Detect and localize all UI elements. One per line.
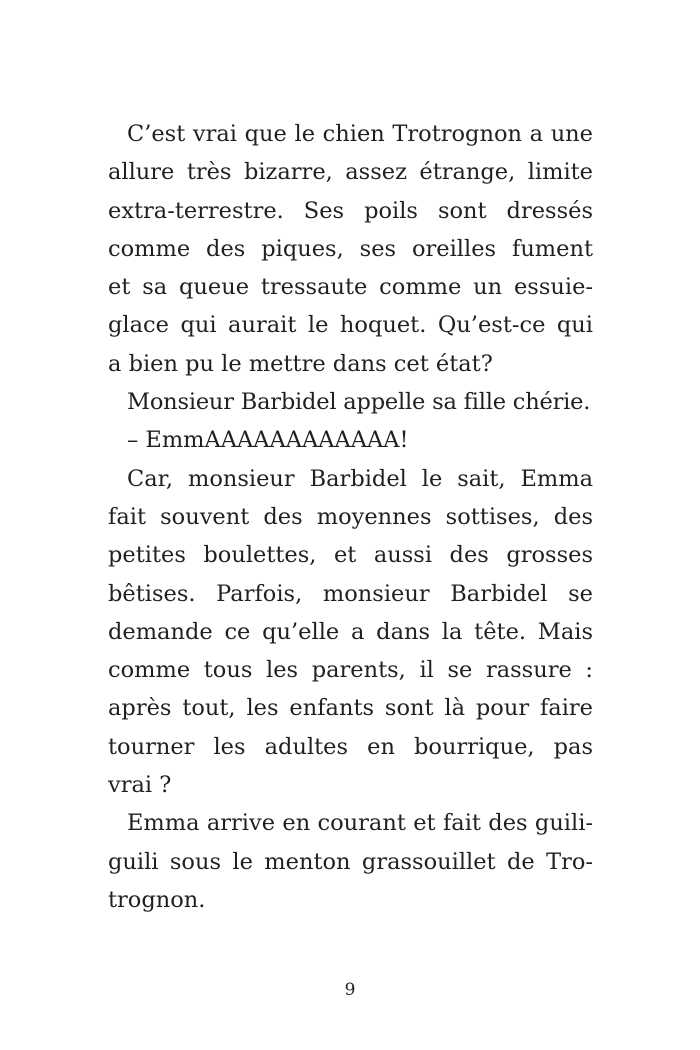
text-line: comme des piques, ses oreilles fument — [108, 235, 593, 262]
text-line: comme tous les parents, il se rassure : — [108, 657, 593, 684]
text-line: fait souvent des moyennes sottises, des — [108, 503, 593, 530]
text-line: glace qui aurait le hoquet. Qu’est-ce qui — [108, 312, 593, 339]
text-line: après tout, les enfants sont là pour faire — [108, 695, 593, 722]
text-line: allure très bizarre, assez étrange, limite — [108, 159, 593, 186]
text-line: Car, monsieur Barbidel le sait, Emma — [127, 465, 593, 492]
text-line: C’est vrai que le chien Trotrognon a une — [127, 121, 593, 147]
body-text — [108, 115, 593, 919]
text-line: a bien pu le mettre dans cet état? — [108, 350, 493, 377]
text-line: tourner les adultes en bourrique, pas — [108, 733, 593, 760]
text-line: petites boulettes, et aussi des grosses — [108, 542, 593, 569]
text-line: et sa queue tressaute comme un essuie- — [108, 274, 593, 301]
text-line: vrai ? — [108, 772, 172, 799]
text-line: demande ce qu’elle a dans la tête. Mais — [108, 618, 593, 645]
text-line: Emma arrive en courant et fait des guili- — [127, 810, 593, 837]
page-number: 9 — [344, 980, 356, 1000]
text-line: guili sous le menton grassouillet de Tro- — [108, 848, 593, 875]
text-line: bêtises. Parfois, monsieur Barbidel se — [108, 580, 593, 607]
dialogue-line: – EmmAAAAAAAAAAAA! — [127, 427, 409, 454]
text-line: extra-terrestre. Ses poils sont dressés — [108, 197, 593, 224]
text-line: trognon. — [108, 886, 206, 913]
text-line: Monsieur Barbidel appelle sa fille chérie. — [127, 389, 591, 416]
